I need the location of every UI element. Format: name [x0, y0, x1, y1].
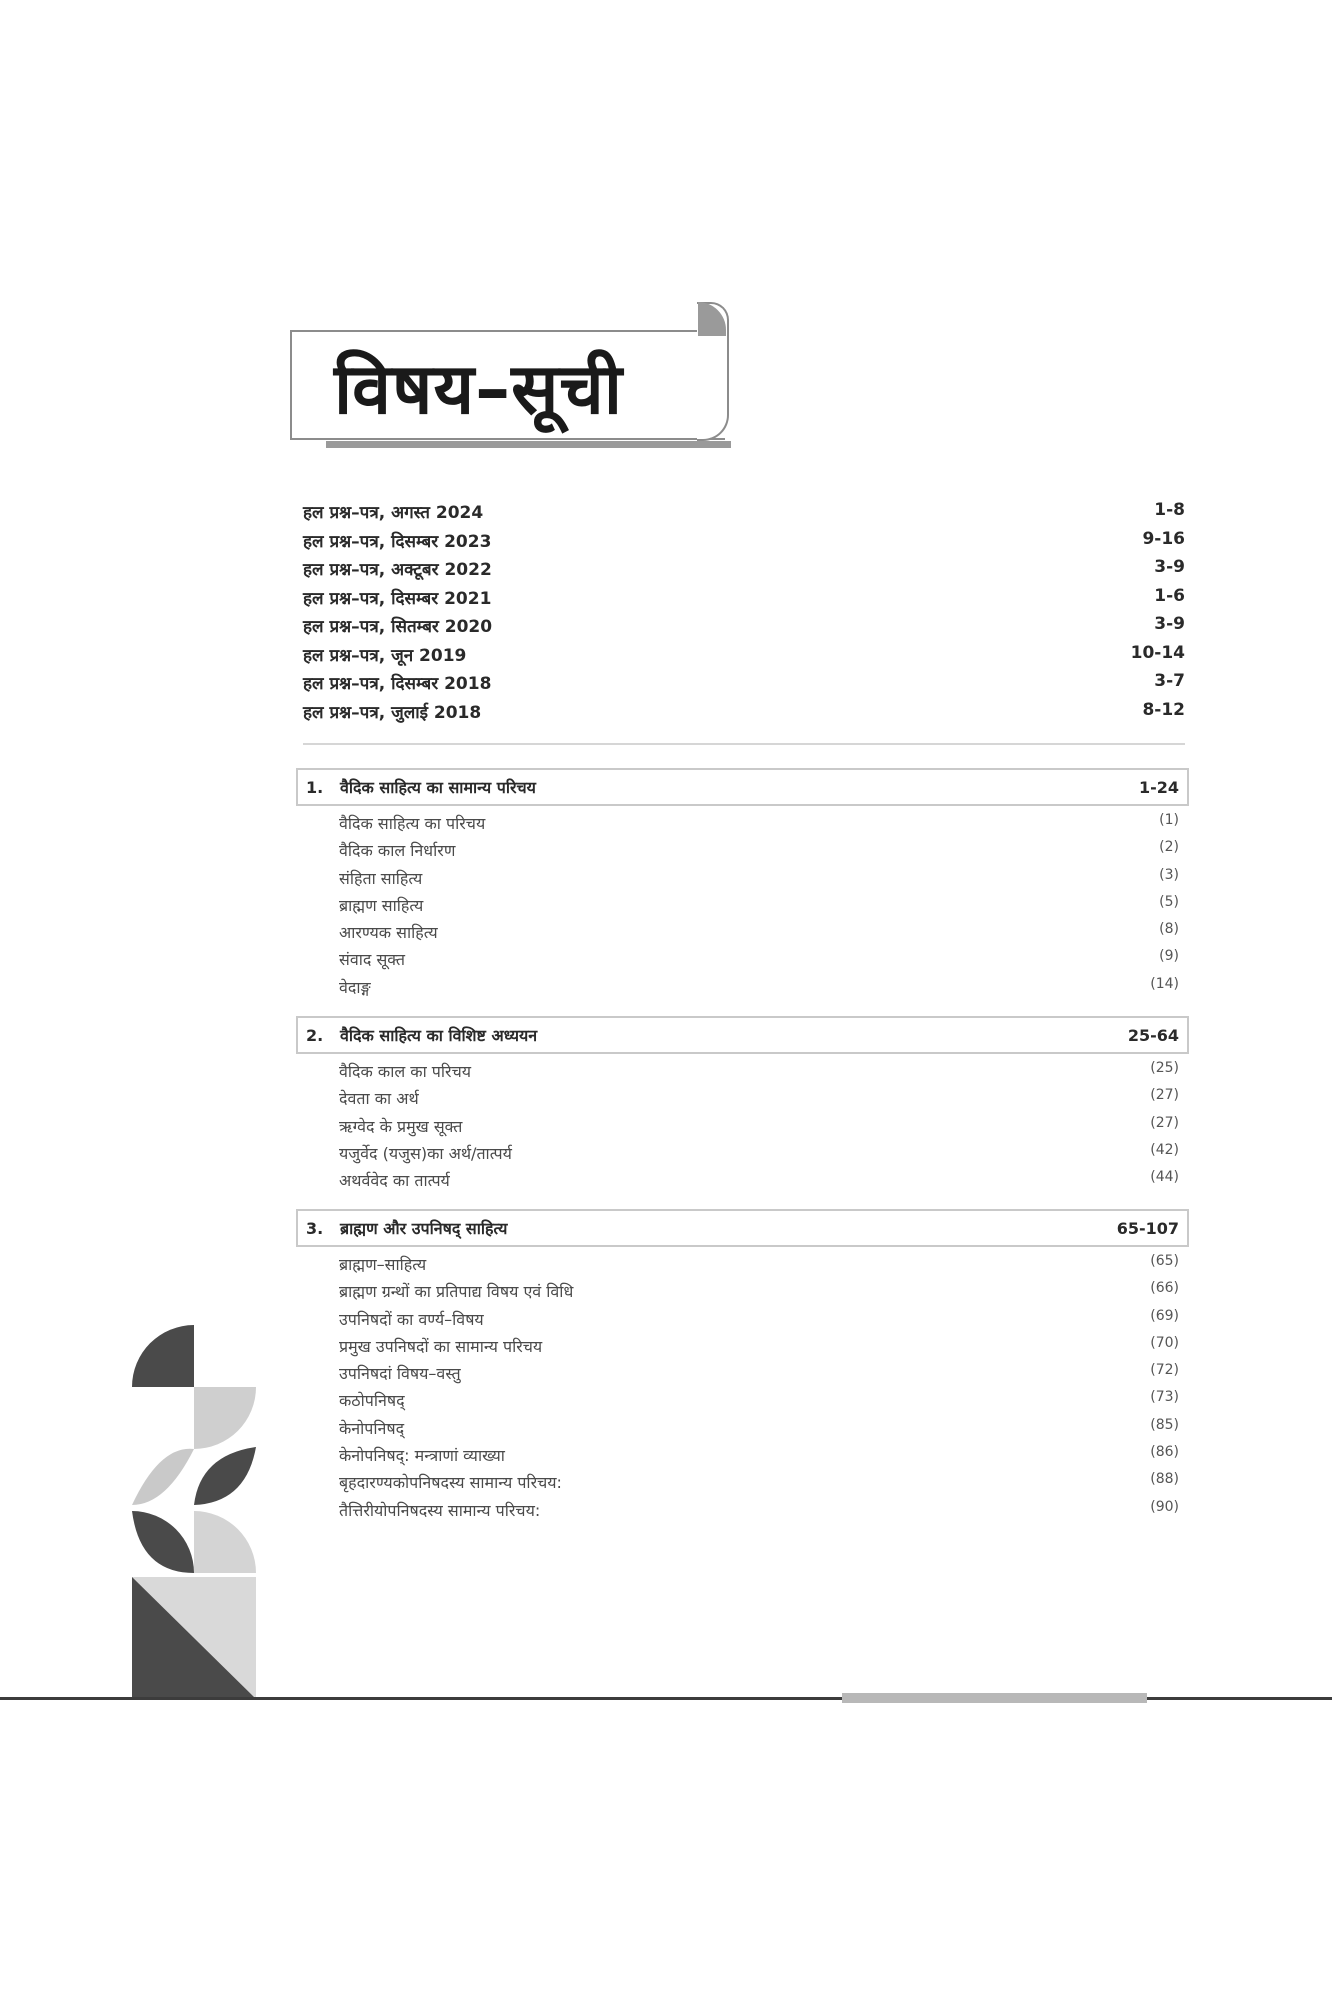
list-item[interactable]: ब्राह्मण–साहित्य (65)	[339, 1253, 1179, 1274]
list-item[interactable]: हल प्रश्न–पत्र, दिसम्बर 2023 9-16	[303, 528, 1185, 552]
list-item[interactable]: संवाद सूक्त (9)	[339, 948, 1179, 970]
chapter-1	[296, 768, 1189, 1003]
chapter-2	[296, 1016, 1189, 1196]
bottom-accent-bar	[842, 1693, 1147, 1703]
chapter-pages: 65-107	[1116, 1218, 1179, 1238]
page-title: विषय–सूची	[334, 348, 624, 430]
list-item[interactable]: केनोपनिषद्: मन्त्राणां व्याख्या (86)	[339, 1444, 1179, 1466]
list-item[interactable]: कठोपनिषद् (73)	[339, 1389, 1179, 1411]
list-item[interactable]: वेदाङ्ग (14)	[339, 975, 1179, 997]
list-item[interactable]: वैदिक साहित्य का परिचय (1)	[339, 812, 1179, 833]
title-banner	[290, 330, 725, 440]
list-item[interactable]: देवता का अर्थ (27)	[339, 1087, 1179, 1109]
chapter-heading[interactable]	[296, 1016, 1189, 1054]
list-item[interactable]: ब्राह्मण ग्रन्थों का प्रतिपाद्य विषय एवं विधि (66)	[339, 1280, 1179, 1302]
list-item[interactable]: प्रमुख उपनिषदों का सामान्य परिचय (70)	[339, 1334, 1179, 1356]
list-item[interactable]: वैदिक काल निर्धारण (2)	[339, 839, 1179, 861]
list-item[interactable]: उपनिषदां विषय–वस्तु (72)	[339, 1362, 1179, 1384]
list-item[interactable]: तैत्तिरीयोपनिषदस्य सामान्य परिचय: (90)	[339, 1498, 1179, 1520]
list-item[interactable]: वैदिक काल का परिचय (25)	[339, 1060, 1179, 1081]
chapter-title: वैदिक साहित्य का सामान्य परिचय	[340, 778, 536, 797]
list-item[interactable]: केनोपनिषद् (85)	[339, 1416, 1179, 1438]
section-divider	[303, 743, 1185, 745]
list-item[interactable]: हल प्रश्न–पत्र, जून 2019 10-14	[303, 642, 1185, 666]
chapter-number: 1.	[306, 777, 324, 797]
chapter-number: 3.	[306, 1218, 324, 1238]
list-item[interactable]: यजुर्वेद (यजुस)का अर्थ/तात्पर्य (42)	[339, 1141, 1179, 1163]
chapter-pages: 25-64	[1127, 1025, 1179, 1045]
chapter-heading[interactable]	[296, 768, 1189, 806]
list-item[interactable]: हल प्रश्न–पत्र, दिसम्बर 2021 1-6	[303, 585, 1185, 609]
list-item[interactable]: ब्राह्मण साहित्य (5)	[339, 893, 1179, 915]
chapter-heading[interactable]	[296, 1209, 1189, 1247]
chapter-3	[296, 1209, 1189, 1526]
decorative-shapes	[130, 1325, 260, 1700]
list-item[interactable]: अथर्ववेद का तात्पर्य (44)	[339, 1169, 1179, 1191]
list-item[interactable]: ऋग्वेद के प्रमुख सूक्त (27)	[339, 1114, 1179, 1136]
list-item[interactable]: हल प्रश्न–पत्र, दिसम्बर 2018 3-7	[303, 671, 1185, 694]
chapter-title: ब्राह्मण और उपनिषद् साहित्य	[340, 1219, 508, 1238]
chapter-title: वैदिक साहित्य का विशिष्ट अध्ययन	[340, 1026, 538, 1045]
solved-papers-list	[303, 500, 1185, 728]
list-item[interactable]: संहिता साहित्य (3)	[339, 866, 1179, 888]
list-item[interactable]: हल प्रश्न–पत्र, सितम्बर 2020 3-9	[303, 614, 1185, 637]
list-item[interactable]: बृहदारण्यकोपनिषदस्य सामान्य परिचय: (88)	[339, 1471, 1179, 1493]
list-item[interactable]: हल प्रश्न–पत्र, जुलाई 2018 8-12	[303, 699, 1185, 723]
chapter-pages: 1-24	[1138, 777, 1179, 797]
chapter-number: 2.	[306, 1025, 324, 1045]
list-item[interactable]: उपनिषदों का वर्ण्य–विषय (69)	[339, 1307, 1179, 1329]
list-item[interactable]: आरण्यक साहित्य (8)	[339, 921, 1179, 943]
list-item[interactable]: हल प्रश्न–पत्र, अगस्त 2024 1-8	[303, 500, 1185, 523]
list-item[interactable]: हल प्रश्न–पत्र, अक्टूबर 2022 3-9	[303, 557, 1185, 580]
